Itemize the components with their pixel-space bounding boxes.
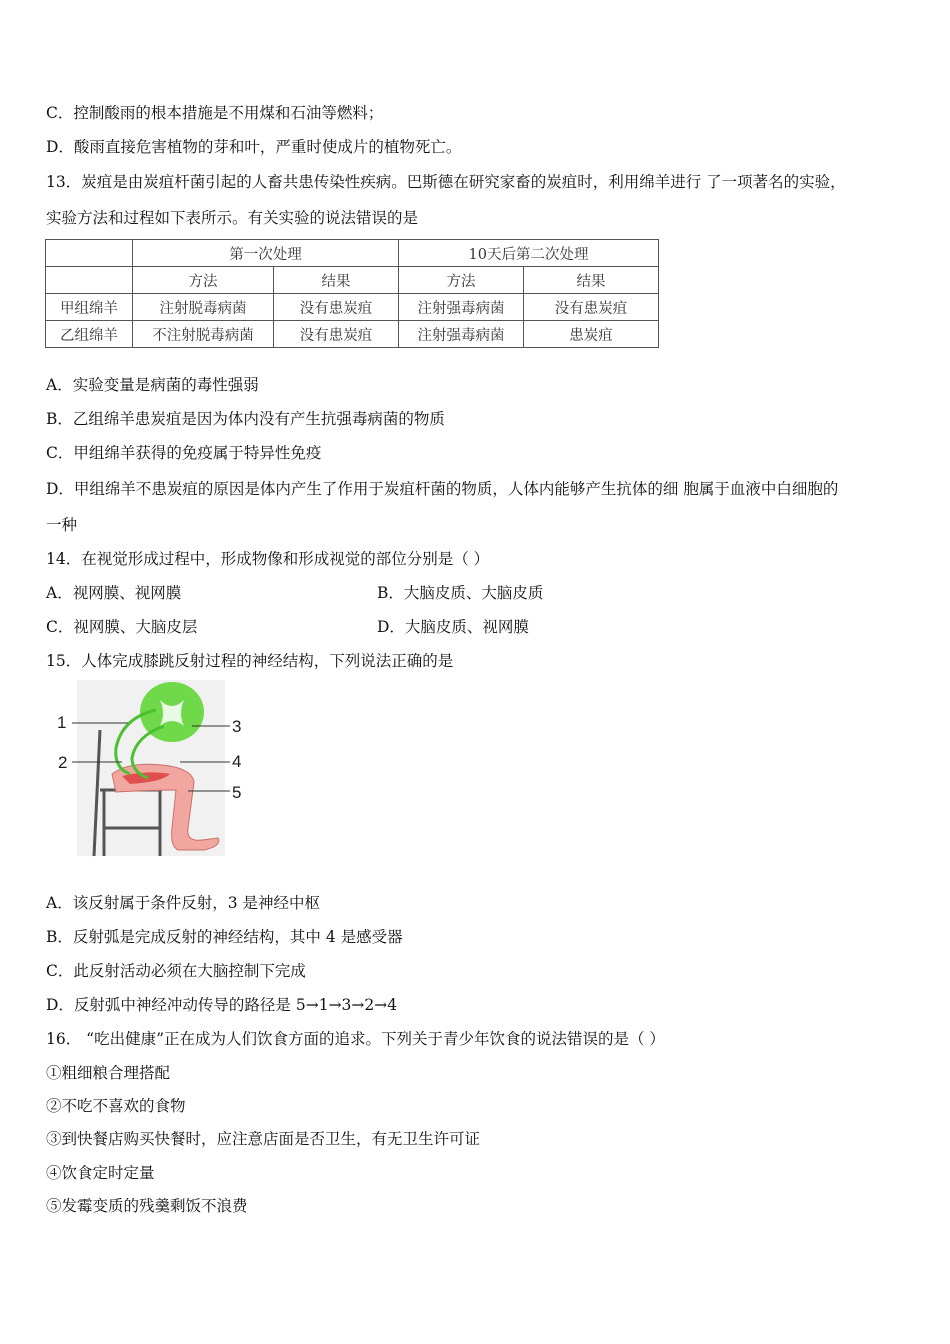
table-cell: 注射强毒病菌 bbox=[399, 321, 524, 348]
table-header-first-treatment: 第一次处理 bbox=[133, 240, 399, 267]
label-3: 3 bbox=[232, 717, 242, 736]
table-cell: 乙组绵羊 bbox=[46, 321, 133, 348]
q15-option-a: A．该反射属于条件反射，3 是神经中枢 bbox=[46, 894, 320, 912]
table-header-second-treatment: 10天后第二次处理 bbox=[399, 240, 659, 267]
q13-stem-line1: 13．炭疽是由炭疽杆菌引起的人畜共患传染性疾病。巴斯德在研究家畜的炭疽时，利用绵羊进行 了一项著名的实验， bbox=[46, 173, 846, 191]
experiment-table bbox=[45, 239, 659, 348]
table-corner-cell bbox=[46, 240, 133, 267]
q12-option-d: D．酸雨直接危害植物的芽和叶，严重时使成片的植物死亡。 bbox=[46, 138, 462, 156]
q15-option-b: B．反射弧是完成反射的神经结构，其中 4 是感受器 bbox=[46, 928, 403, 946]
q16-item-5: ⑤发霉变质的残羹剩饭不浪费 bbox=[46, 1197, 248, 1215]
table-header-method: 方法 bbox=[399, 267, 524, 294]
table-cell: 甲组绵羊 bbox=[46, 294, 133, 321]
q16-item-2: ②不吃不喜欢的食物 bbox=[46, 1097, 186, 1115]
q14-option-c: C．视网膜、大脑皮层 bbox=[46, 618, 198, 636]
label-2: 2 bbox=[58, 753, 68, 772]
q16-item-1: ①粗细粮合理搭配 bbox=[46, 1064, 171, 1082]
table-cell: 没有患炭疽 bbox=[274, 321, 399, 348]
q13-option-a: A．实验变量是病菌的毒性强弱 bbox=[46, 376, 259, 394]
table-cell: 没有患炭疽 bbox=[524, 294, 659, 321]
table-header-result: 结果 bbox=[524, 267, 659, 294]
q13-option-d-line2: 一种 bbox=[46, 516, 78, 534]
q15-option-c: C．此反射活动必须在大脑控制下完成 bbox=[46, 962, 306, 980]
q16-stem: 16． “吃出健康”正在成为人们饮食方面的追求。下列关于青少年饮食的说法错误的是（ ） bbox=[46, 1030, 665, 1048]
q14-option-d: D．大脑皮质、视网膜 bbox=[377, 618, 529, 636]
q16-item-3: ③到快餐店购买快餐时，应注意店面是否卫生，有无卫生许可证 bbox=[46, 1130, 481, 1148]
q15-option-d: D．反射弧中神经冲动传导的路径是 5→1→3→2→4 bbox=[46, 996, 398, 1014]
table-cell: 注射脱毒病菌 bbox=[133, 294, 274, 321]
q14-option-b: B．大脑皮质、大脑皮质 bbox=[377, 584, 544, 602]
q15-stem: 15．人体完成膝跳反射过程的神经结构，下列说法正确的是 bbox=[46, 652, 454, 670]
table-header-method: 方法 bbox=[133, 267, 274, 294]
label-1: 1 bbox=[57, 713, 67, 732]
table-cell: 注射强毒病菌 bbox=[399, 294, 524, 321]
table-corner-cell bbox=[46, 267, 133, 294]
label-5: 5 bbox=[232, 783, 242, 802]
q13-stem-line2: 实验方法和过程如下表所示。有关实验的说法错误的是 bbox=[46, 209, 419, 227]
knee-jerk-reflex-figure bbox=[52, 678, 252, 860]
table-cell: 患炭疽 bbox=[524, 321, 659, 348]
label-4: 4 bbox=[232, 752, 242, 771]
table-row bbox=[46, 294, 659, 321]
q14-option-a: A．视网膜、视网膜 bbox=[46, 584, 182, 602]
q13-option-c: C．甲组绵羊获得的免疫属于特异性免疫 bbox=[46, 444, 322, 462]
q13-option-b: B．乙组绵羊患炭疽是因为体内没有产生抗强毒病菌的物质 bbox=[46, 410, 445, 428]
table-header-result: 结果 bbox=[274, 267, 399, 294]
q16-item-4: ④饮食定时定量 bbox=[46, 1164, 155, 1182]
q14-stem: 14．在视觉形成过程中，形成物像和形成视觉的部位分别是（ ） bbox=[46, 550, 490, 568]
reflex-diagram-svg bbox=[52, 678, 252, 860]
table-cell: 没有患炭疽 bbox=[274, 294, 399, 321]
q12-option-c: C．控制酸雨的根本措施是不用煤和石油等燃料； bbox=[46, 104, 384, 122]
table-row bbox=[46, 321, 659, 348]
q13-option-d-line1: D．甲组绵羊不患炭疽的原因是体内产生了作用于炭疽杆菌的物质，人体内能够产生抗体的细 胞属于血液中白细胞的 bbox=[46, 480, 839, 498]
table-cell: 不注射脱毒病菌 bbox=[133, 321, 274, 348]
